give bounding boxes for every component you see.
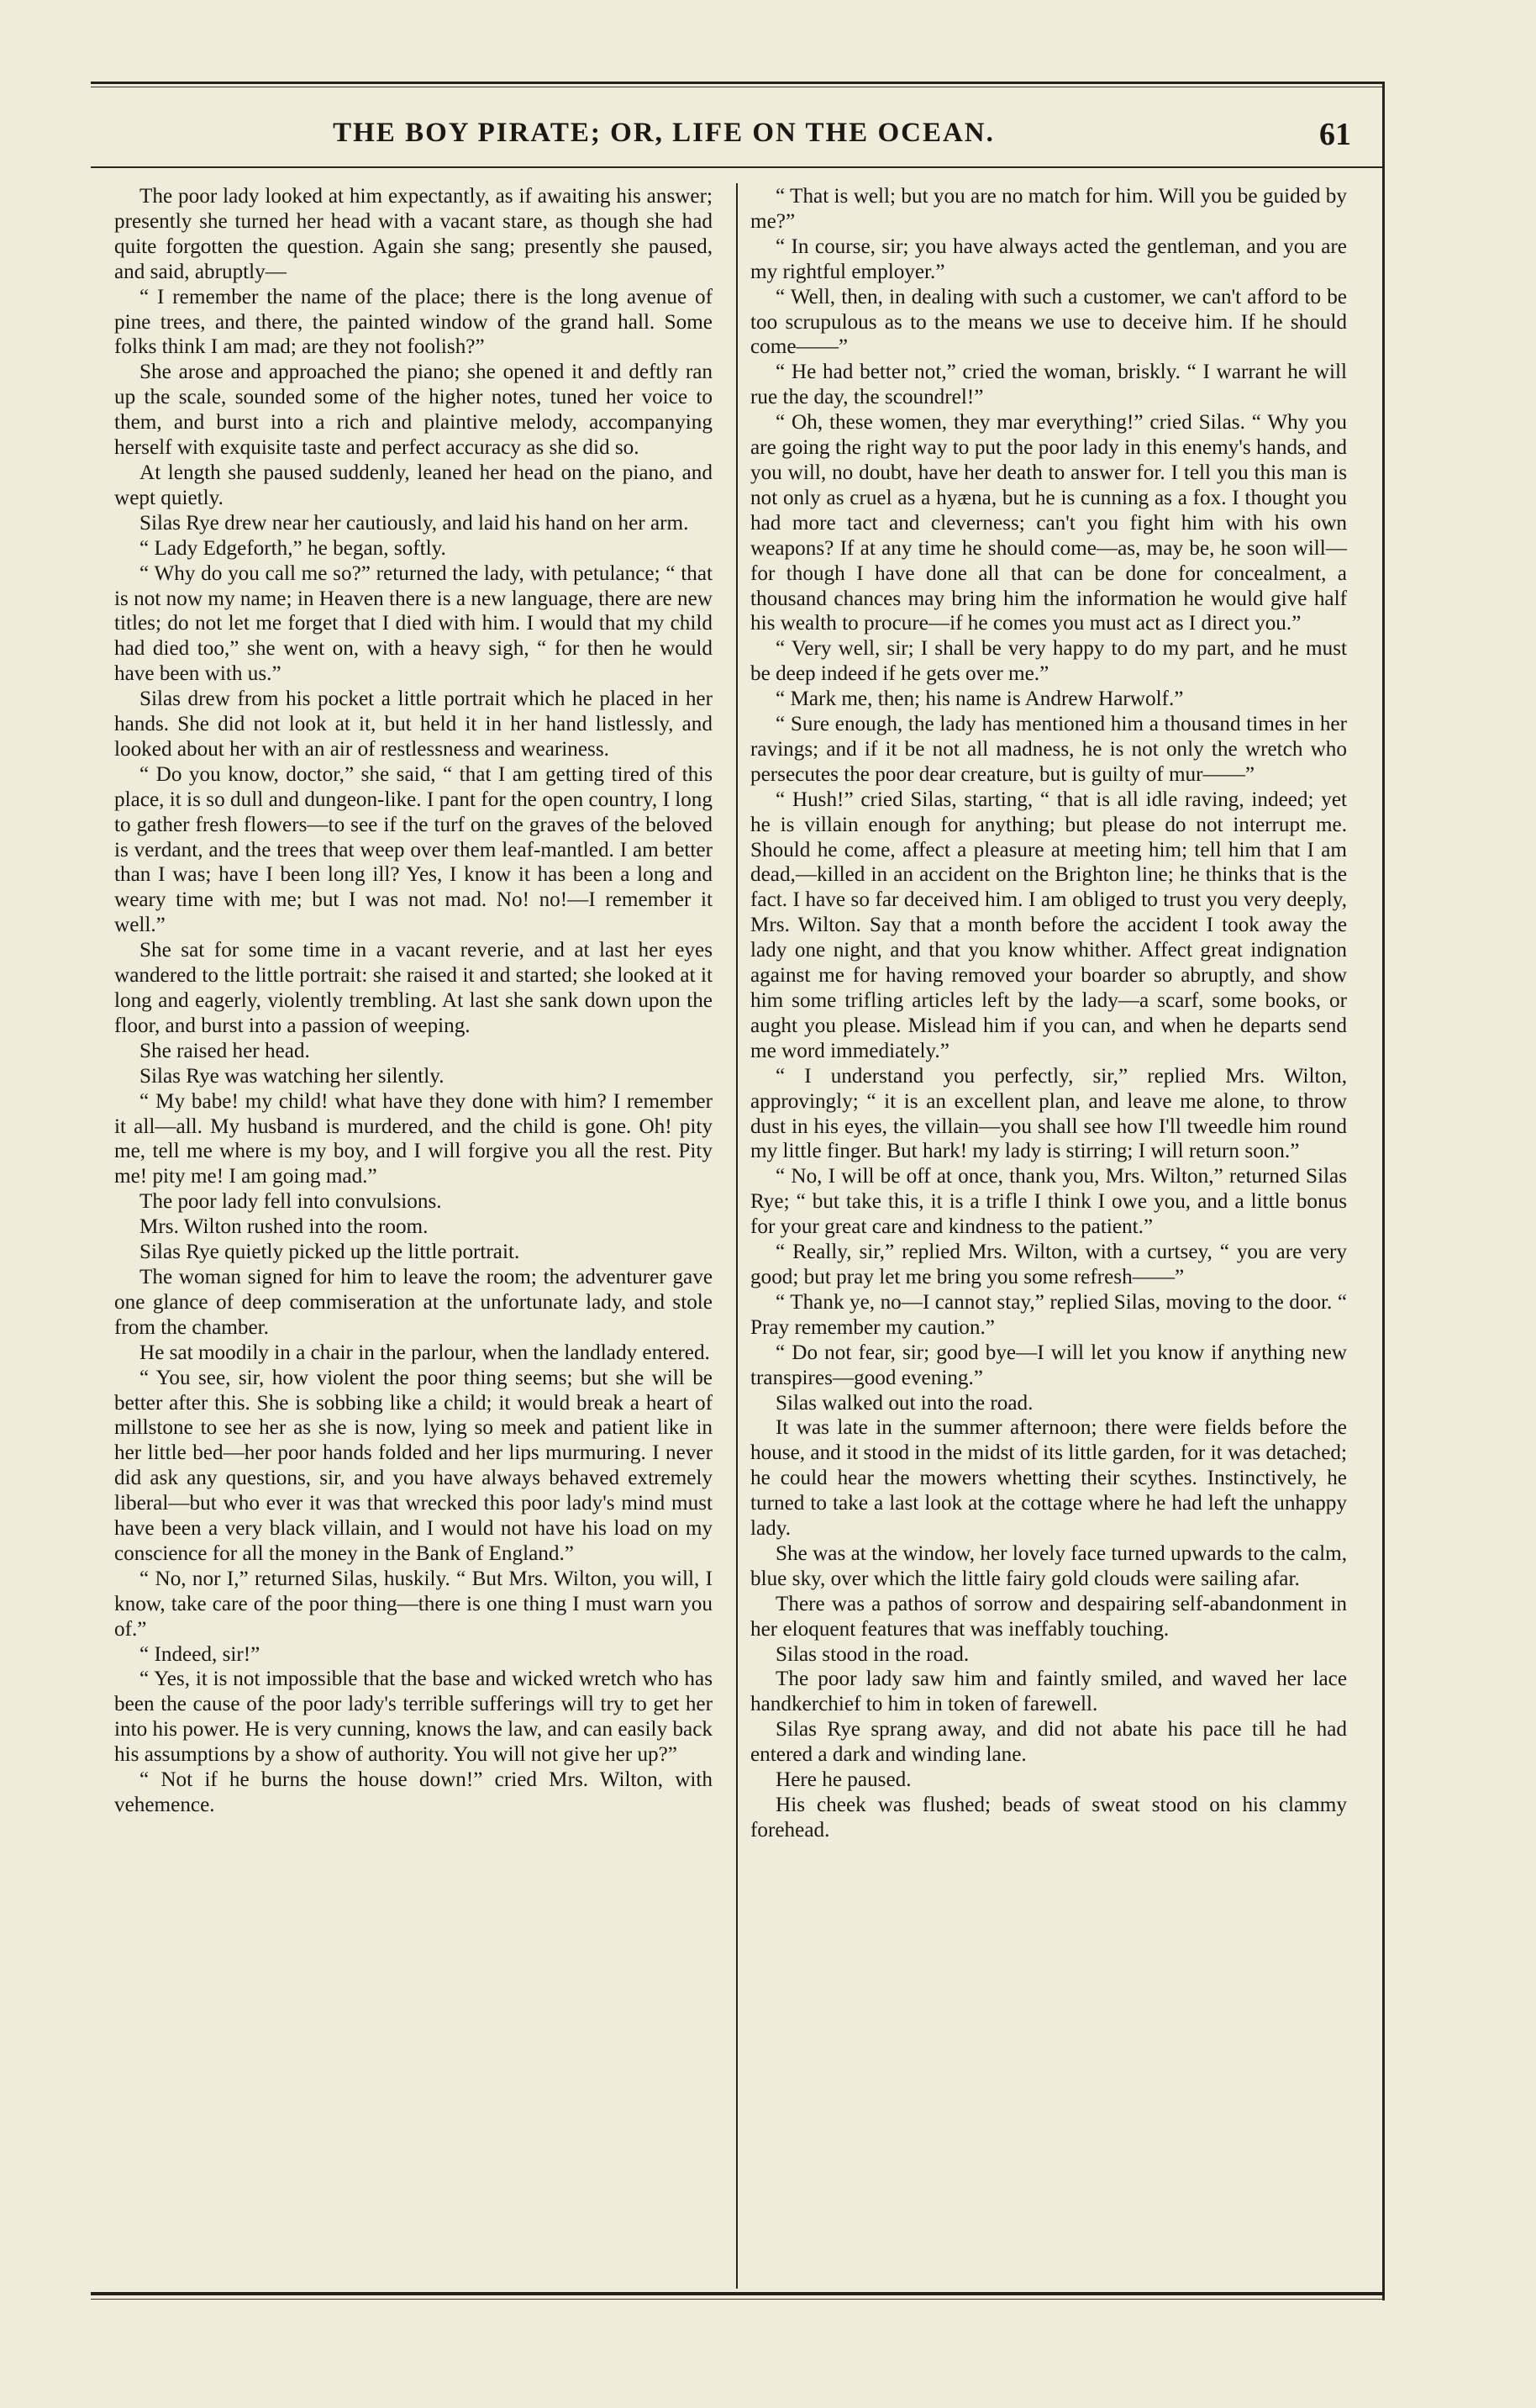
paragraph: Silas Rye drew near her cautiously, and laid his hand on her arm. — [139, 511, 689, 535]
paragraph: “ No, I will be off at once, thank you, Mrs. Wilton,” returned Silas Rye; “ but take this, it is a trifle I think I owe you, and a little bonus for your great care and kindness to the patient.” — [750, 1165, 1347, 1239]
right-border-rule — [1382, 82, 1385, 2300]
paragraph: His cheek was flushed; beads of sweat stood on his clammy forehead. — [750, 1794, 1347, 1842]
paragraph: “ Lady Edgeforth,” he began, softly. — [139, 536, 446, 560]
paragraph: “ Oh, these women, they mar everything!” cried Silas. “ Why you are going the right way to put the poor lady in this enemy's hands, and you will, no doubt, have her death to answer for. I tell you this man is not only as cruel as a hyæna, but he is cunning as a fox. I thought you had more tact and cleverness; can't you fight him with his own weapons? If at any time he should come—as, may be, he soon will—for though I have done all that can be done for concealment, a thousand chances may bring him the information he would give half his wealth to procure—if he comes you must act as I direct you.” — [750, 411, 1347, 635]
paragraph: Silas walked out into the road. — [776, 1391, 1034, 1415]
paragraph: “ Very well, sir; I shall be very happy to do my part, and he must be deep indeed if he gets over me.” — [750, 637, 1347, 686]
paragraph: Silas drew from his pocket a little portrait which he placed in her hands. She did not look at it, but held it in her hand listlessly, and looked about her with an air of restlessness and weariness. — [114, 688, 713, 761]
paragraph: She sat for some time in a vacant reverie, and at last her eyes wandered to the little portrait: she raised it and started; she looked at it long and eagerly, violently trembling. At last she sank down upon the floor, and burst into a passion of weeping. — [114, 939, 713, 1037]
running-title: THE BOY PIRATE; OR, LIFE ON THE OCEAN. — [333, 118, 995, 148]
paragraph: “ That is well; but you are no match for him. Will you be guided by me?” — [750, 185, 1347, 233]
paragraph: It was late in the summer afternoon; there were fields before the house, and it stood in the midst of its little garden, for it was detached; he could hear the mowers whetting their scythes. Instinctively, he turned to take a last look at the cottage where he had left the unhappy lady. — [750, 1416, 1347, 1541]
paragraph: At length she paused suddenly, leaned her head on the piano, and wept quietly. — [114, 461, 713, 509]
paragraph: “ Not if he burns the house down!” cried Mrs. Wilton, with vehemence. — [114, 1768, 713, 1816]
paragraph: “ Mark me, then; his name is Andrew Harwolf.” — [776, 688, 1184, 711]
left-column — [114, 184, 713, 1818]
paragraph: “ Hush!” cried Silas, starting, “ that is all idle raving, indeed; yet he is villain enough for anything; but please do not interrupt me. Should he come, affect a pleasure at meeting him; tell him that I am dead,—killed in an accident on the Brighton line; he thinks that is the fact. I have so far deceived him. I am obliged to trust you very deeply, Mrs. Wilton. Say that a month before the accident I took away the lady one night, and that you know whither. Affect great indignation against me for having removed your boarder so abruptly, and show him some trifling articles left by the lady—a scarf, some books, or aught you please. Mislead him if you can, and when he departs send me word immediately.” — [750, 788, 1347, 1062]
column-divider — [736, 183, 738, 2289]
paragraph: “ Indeed, sir!” — [139, 1642, 260, 1666]
paragraph: “ You see, sir, how violent the poor thing seems; but she will be better after this. She is sobbing like a child; it would break a heart of millstone to see her as she is now, lying so meek and patient like in her little bed—her poor hands folded and her lips murmuring. I never did ask any questions, sir, and you have always behaved extremely liberal—but who ever it was that wrecked this poor lady's mind must have been a very black villain, and I would not have his load on my conscience for all the money in the Bank of England.” — [114, 1366, 713, 1565]
paragraph: Here he paused. — [776, 1768, 912, 1792]
bottom-rule-thin — [91, 2299, 1385, 2300]
page-number: 61 — [1319, 117, 1351, 152]
paragraph: She raised her head. — [139, 1039, 310, 1062]
paragraph: “ No, nor I,” returned Silas, huskily. “ But Mrs. Wilton, you will, I know, take care of the poor thing—there is one thing I must warn you of.” — [114, 1567, 713, 1641]
paragraph: “ Do not fear, sir; good bye—I will let you know if anything new transpires—good evening.” — [750, 1341, 1347, 1389]
paragraph: “ Sure enough, the lady has mentioned him a thousand times in her ravings; and if it be not all madness, he is not only the wretch who persecutes the poor dear creature, but is guilty of mur——” — [750, 713, 1347, 786]
paragraph: Mrs. Wilton rushed into the room. — [139, 1215, 429, 1239]
paragraph: “ In course, sir; you have always acted the gentleman, and you are my rightful employer.” — [750, 234, 1347, 283]
right-column — [750, 184, 1347, 1843]
paragraph: She was at the window, her lovely face turned upwards to the calm, blue sky, over which the little fairy gold clouds were sailing afar. — [750, 1541, 1347, 1590]
paragraph: There was a pathos of sorrow and despairing self-abandonment in her eloquent features that was ineffably touching. — [750, 1592, 1347, 1641]
paragraph: “ Thank ye, no—I cannot stay,” replied Silas, moving to the door. “ Pray remember my caution.” — [750, 1290, 1347, 1339]
paragraph: “ He had better not,” cried the woman, briskly. “ I warrant he will rue the day, the scoundrel!” — [750, 361, 1347, 409]
paragraph: “ Why do you call me so?” returned the lady, with petulance; “ that is not now my name; in Heaven there is a new language, there are new titles; do not let me forget that I died with him. I would that my child had died too,” she went on, with a heavy sigh, “ for then he would have been with us.” — [114, 561, 713, 686]
paragraph: “ I remember the name of the place; there is the long avenue of pine trees, and there, the painted window of the grand hall. Some folks think I am mad; are they not foolish?” — [114, 285, 713, 359]
paragraph: “ Do you know, doctor,” she said, “ that I am getting tired of this place, it is so dull and dungeon-like. I pant for the open country, I long to gather fresh flowers—to see if the turf on the graves of the beloved is verdant, and the trees that weep over them leaf-mantled. I am better than I was; have I been long ill? Yes, I know it has been a long and weary time with me; but I was not mad. No! no!—I remember it well.” — [114, 762, 713, 937]
paragraph: Silas Rye was watching her silently. — [139, 1064, 444, 1088]
header-rule — [91, 166, 1385, 168]
paragraph: The poor lady saw him and faintly smiled, and waved her lace handkerchief to him in token of farewell. — [750, 1668, 1347, 1716]
paragraph: “ Really, sir,” replied Mrs. Wilton, with a curtsey, “ you are very good; but pray let me bring you some refresh——” — [750, 1241, 1347, 1288]
paragraph: The poor lady fell into convulsions. — [139, 1190, 442, 1214]
paragraph: Silas stood in the road. — [776, 1642, 970, 1666]
bottom-rule — [91, 2292, 1385, 2295]
paragraph: Silas Rye quietly picked up the little portrait. — [139, 1241, 520, 1264]
paragraph: “ My babe! my child! what have they done with him? I remember it all—all. My husband is murdered, and the child is gone. Oh! pity me, tell me where is my boy, and I will forgive you all the rest. Pity me! pity me! I am going mad.” — [114, 1089, 713, 1188]
top-rule — [91, 82, 1385, 84]
paragraph: “ Well, then, in dealing with such a customer, we can't afford to be too scrupulous as to the means we use to deceive him. If he should come——” — [750, 285, 1347, 359]
paragraph: “ Yes, it is not impossible that the base and wicked wretch who has been the cause of the poor lady's terrible sufferings will try to get her into his power. He is very cunning, knows the law, and can easily back his assumptions by a show of authority. You will not give her up?” — [114, 1668, 713, 1767]
paragraph: The poor lady looked at him expectantly, as if awaiting his answer; presently she turned her head with a vacant stare, as though she had quite forgotten the question. Again she sang; presently she paused, and said, abruptly— — [114, 185, 713, 283]
paragraph: Silas Rye sprang away, and did not abate his pace till he had entered a dark and winding lane. — [750, 1718, 1347, 1767]
paragraph: She arose and approached the piano; she opened it and deftly ran up the scale, sounded some of the higher notes, tuned her voice to them, and burst into a rich and plaintive melody, accompanying herself with exquisite taste and perfect accuracy as she did so. — [114, 361, 713, 460]
paragraph: The woman signed for him to leave the room; the adventurer gave one glance of deep commiseration at the unfortunate lady, and stole from the chamber. — [114, 1265, 713, 1339]
paragraph: “ I understand you perfectly, sir,” replied Mrs. Wilton, approvingly; “ it is an excellent plan, and leave me alone, to throw dust in his eyes, the villain—you shall see how I'll tweedle him round my little finger. But hark! my lady is stirring; I will return soon.” — [750, 1064, 1347, 1163]
paragraph: He sat moodily in a chair in the parlour, when the landlady entered. — [139, 1341, 710, 1364]
